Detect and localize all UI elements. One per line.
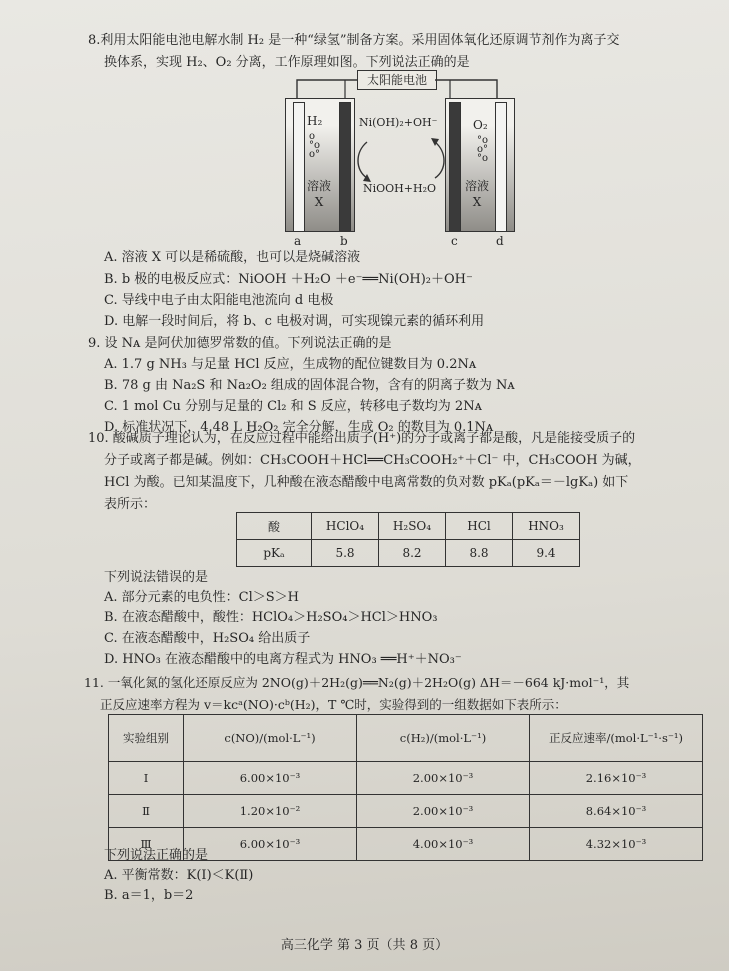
table-cell: 2.00×10⁻³ xyxy=(357,795,530,828)
table-cell: 酸 xyxy=(237,513,312,540)
q10-option-c: C. 在液态醋酸中，H₂SO₄ 给出质子 xyxy=(104,631,311,646)
q10-option-d: D. HNO₃ 在液态醋酸中的电离方程式为 HNO₃ ══H⁺＋NO₃⁻ xyxy=(104,652,462,667)
q8-line1: 8.利用太阳能电池电解水制 H₂ 是一种“绿氢”制备方案。采用固体氧化还原调节剂作为离子交 xyxy=(88,33,620,48)
table-row xyxy=(109,715,703,762)
h2-label: H₂ xyxy=(307,114,323,128)
table-cell: HClO₄ xyxy=(312,513,379,540)
q10-option-a: A. 部分元素的电负性：Cl＞S＞H xyxy=(104,590,300,605)
q11-line2: 正反应速率方程为 v＝kcᵃ(NO)·cᵇ(H₂)，T ℃时，实验得到的一组数据如下表所示： xyxy=(100,697,567,712)
q11-stem xyxy=(84,672,714,716)
q10-line4: 表所示： xyxy=(104,497,157,512)
table-cell: Ⅱ xyxy=(109,795,184,828)
table-row xyxy=(109,795,703,828)
q11-option-a: A. 平衡常数：K(Ⅰ)＜K(Ⅱ) xyxy=(104,868,254,883)
table-cell: 2.00×10⁻³ xyxy=(357,762,530,795)
q8-line2: 换体系，实现 H₂、O₂ 分离，工作原理如图。下列说法正确的是 xyxy=(104,55,470,70)
table-cell: 4.00×10⁻³ xyxy=(357,828,530,861)
table-cell: 8.64×10⁻³ xyxy=(530,795,703,828)
q10-option-b: B. 在液态醋酸中，酸性：HClO₄＞H₂SO₄＞HCl＞HNO₃ xyxy=(104,610,438,625)
h2-bubbles: o °o o° xyxy=(309,131,321,160)
table-row xyxy=(237,513,580,540)
table-cell: 8.8 xyxy=(446,540,513,567)
label-b: b xyxy=(340,234,348,248)
electrode-a xyxy=(293,102,305,232)
table-cell: HNO₃ xyxy=(513,513,580,540)
q10-stem xyxy=(88,428,698,516)
table-cell: 1.20×10⁻² xyxy=(184,795,357,828)
q9-option-c: C. 1 mol Cu 分别与足量的 Cl₂ 和 S 反应，转移电子数均为 2Nᴀ xyxy=(104,399,482,414)
q9-option-a: A. 1.7 g NH₃ 与足量 HCl 反应，生成物的配位键数目为 0.2Nᴀ xyxy=(104,357,477,372)
table-cell: 5.8 xyxy=(312,540,379,567)
table-cell: 4.32×10⁻³ xyxy=(530,828,703,861)
q9-option-d: D. 标准状况下，4.48 L H₂O₂ 完全分解，生成 O₂ 的数目为 0.1Nᴀ xyxy=(104,420,494,435)
electrode-c xyxy=(449,102,461,232)
q10-line2: 分子或离子都是碱。例如：CH₃COOH＋HCl══CH₃COOH₂⁺＋Cl⁻ 中，CH₃COOH 为碱， xyxy=(104,453,641,468)
table-cell: 2.16×10⁻³ xyxy=(530,762,703,795)
table-cell: 8.2 xyxy=(379,540,446,567)
q9-option-b: B. 78 g 由 Na₂S 和 Na₂O₂ 组成的固体混合物，含有的阴离子数为 Nᴀ xyxy=(104,378,515,393)
page-footer: 高三化学 第 3 页（共 8 页） xyxy=(280,938,449,953)
o2-label: O₂ xyxy=(473,118,488,132)
q10-line1: 10. 酸碱质子理论认为，在反应过程中能给出质子(H⁺)的分子或离子都是酸，凡是能接受质子的 xyxy=(88,431,636,446)
rate-table xyxy=(108,714,703,861)
solar-cell-label: 太阳能电池 xyxy=(366,73,427,87)
q11-line1: 11. 一氧化氮的氢化还原反应为 2NO(g)＋2H₂(g)══N₂(g)＋2H₂O(g) ΔH＝－664 kJ·mol⁻¹，其 xyxy=(84,675,630,690)
q10-line3: HCl 为酸。已知某温度下，几种酸在液态醋酸中电离常数的负对数 pKₐ(pKₐ＝－lgKₐ) 如下 xyxy=(104,475,629,490)
q8-option-b: B. b 极的电极反应式：NiOOH ＋H₂O ＋e⁻══Ni(OH)₂＋OH⁻ xyxy=(104,272,473,287)
table-cell: pKₐ xyxy=(237,540,312,567)
table-cell: HCl xyxy=(446,513,513,540)
q11-option-b: B. a＝1，b＝2 xyxy=(104,888,194,903)
table-cell: 实验组别 xyxy=(109,715,184,762)
ni-oh2-label: Ni(OH)₂+OH⁻ xyxy=(359,116,438,129)
right-solution-label: 溶液 X xyxy=(465,179,490,209)
table-cell: 6.00×10⁻³ xyxy=(184,828,357,861)
table-row xyxy=(237,540,580,567)
q10-prompt: 下列说法错误的是 xyxy=(104,570,209,585)
table-cell: c(H₂)/(mol·L⁻¹) xyxy=(357,715,530,762)
o2-bubbles: °o o° °o xyxy=(477,135,489,164)
table-cell: c(NO)/(mol·L⁻¹) xyxy=(184,715,357,762)
electrode-d xyxy=(495,102,507,232)
table-cell: 正反应速率/(mol·L⁻¹·s⁻¹) xyxy=(530,715,703,762)
electrolysis-diagram xyxy=(285,70,525,250)
table-cell: Ⅰ xyxy=(109,762,184,795)
table-cell: 6.00×10⁻³ xyxy=(184,762,357,795)
q11-prompt: 下列说法正确的是 xyxy=(104,848,209,863)
q8-stem xyxy=(88,30,698,74)
q9-stem: 9. 设 Nᴀ 是阿伏加德罗常数的值。下列说法正确的是 xyxy=(88,336,392,351)
table-cell: 9.4 xyxy=(513,540,580,567)
electrode-b xyxy=(339,102,351,232)
label-a: a xyxy=(294,234,302,248)
q8-option-a: A. 溶液 X 可以是稀硫酸，也可以是烧碱溶液 xyxy=(104,250,361,265)
table-cell: H₂SO₄ xyxy=(379,513,446,540)
left-solution-label: 溶液 X xyxy=(307,179,332,209)
q8-option-c: C. 导线中电子由太阳能电池流向 d 电极 xyxy=(104,293,334,308)
q8-option-d: D. 电解一段时间后，将 b、c 电极对调，可实现镍元素的循环利用 xyxy=(104,314,485,329)
table-row xyxy=(109,762,703,795)
label-d: d xyxy=(496,234,504,248)
table-cell: Ⅲ xyxy=(109,828,184,861)
pka-table xyxy=(236,512,580,567)
label-c: c xyxy=(451,234,458,248)
niooh-label: NiOOH+H₂O xyxy=(363,182,437,195)
